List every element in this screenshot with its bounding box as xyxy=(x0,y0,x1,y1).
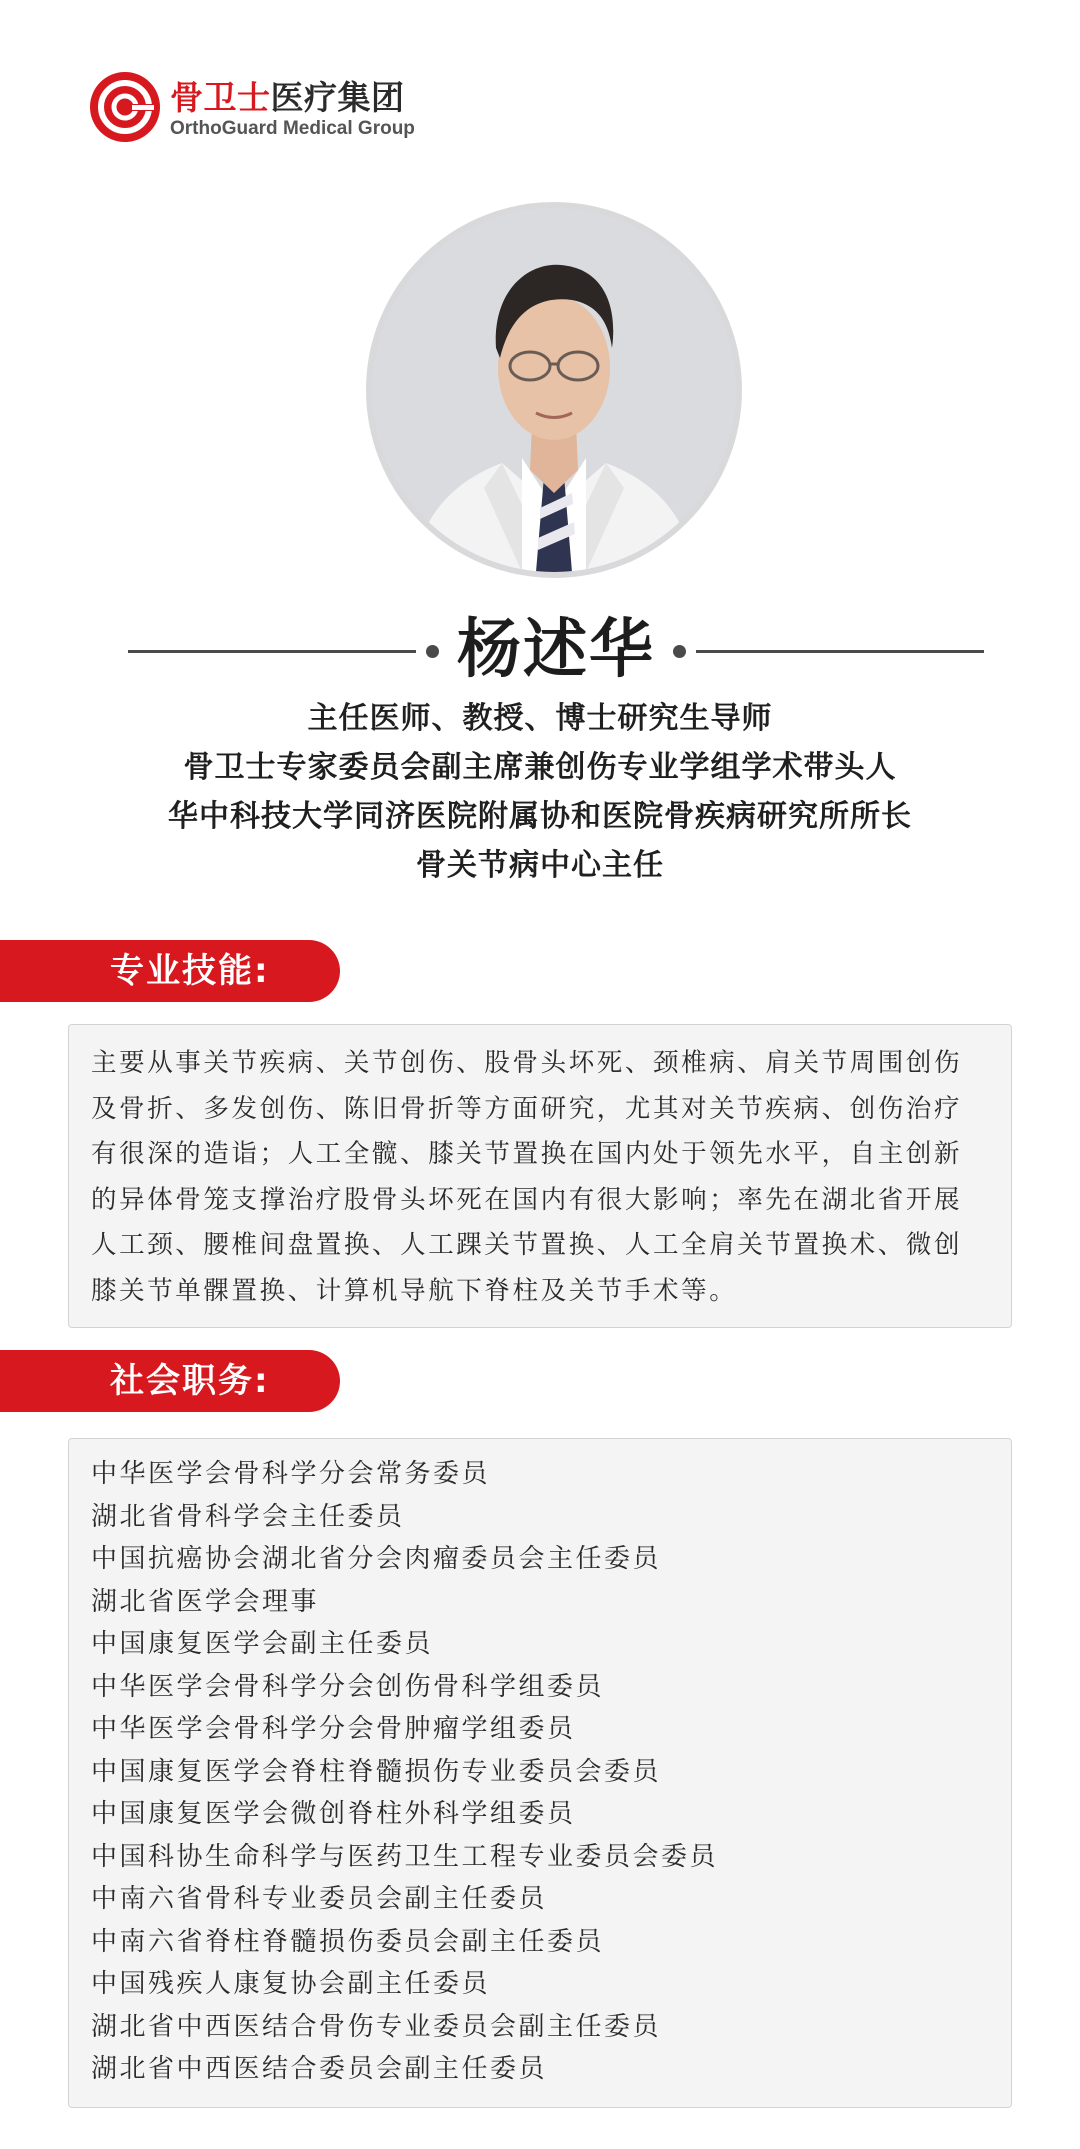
doctor-title-line: 骨关节病中心主任 xyxy=(416,848,664,883)
list-item: 中南六省骨科专业委员会副主任委员 xyxy=(91,1884,548,1914)
list-item: 中华医学会骨科学分会创伤骨科学组委员 xyxy=(91,1671,605,1702)
list-item: 中南六省脊柱脊髓损伤委员会副主任委员 xyxy=(91,1926,605,1957)
section-heading-duties: 社会职务: xyxy=(110,1361,270,1401)
list-item: 中国残疾人康复协会副主任委员 xyxy=(91,1969,491,1999)
list-item: 湖北省医学会理事 xyxy=(91,1586,320,1617)
doctor-name: 杨述华 xyxy=(457,613,655,687)
list-item: 中国抗癌协会湖北省分会肉瘤委员会主任委员 xyxy=(91,1544,662,1574)
skills-panel xyxy=(68,1024,1012,1328)
doctor-title-line: 骨卫士专家委员会副主席兼创伤专业学组学术带头人 xyxy=(183,750,897,785)
doctor-titles xyxy=(60,694,1020,890)
list-item: 湖北省中西医结合骨伤专业委员会副主任委员 xyxy=(91,2011,662,2042)
orthoguard-logo-icon xyxy=(88,70,162,144)
duties-panel xyxy=(68,1438,1012,2108)
brand-name-en: OrthoGuard Medical Group xyxy=(170,118,415,139)
list-item: 湖北省中西医结合委员会副主任委员 xyxy=(91,2054,548,2084)
list-item: 中国康复医学会副主任委员 xyxy=(91,1629,434,1659)
brand-logo xyxy=(88,68,468,148)
skills-text: 主要从事关节疾病、关节创伤、股骨头坏死、颈椎病、肩关节周围创伤及骨折、多发创伤、陈旧骨折等方面研究，尤其对关节疾病、创伤治疗有很深的造诣；人工全髋、膝关节置换在国内处于领先水平，自主创新的异体骨笼支撑治疗股骨头坏死在国内有很大影响；率先在湖北省开展人工颈、腰椎间盘置换、人工踝关节置换、人工全肩关节置换术、微创膝关节单髁置换、计算机导航下脊柱及关节手术等。 xyxy=(91,1048,963,1306)
brand-name-cn: 骨卫士医疗集团 xyxy=(170,78,405,117)
doctor-title-line: 华中科技大学同济医院附属协和医院骨疾病研究所所长 xyxy=(168,799,912,834)
section-tab-skills xyxy=(0,940,340,1002)
list-item: 中华医学会骨科学分会常务委员 xyxy=(91,1459,491,1489)
list-item: 中华医学会骨科学分会骨肿瘤学组委员 xyxy=(91,1714,576,1744)
list-item: 湖北省骨科学会主任委员 xyxy=(91,1501,405,1532)
divider-right xyxy=(696,650,984,653)
list-item: 中国科协生命科学与医药卫生工程专业委员会委员 xyxy=(91,1841,719,1872)
doctor-title-line: 主任医师、教授、博士研究生导师 xyxy=(307,701,773,736)
duties-list xyxy=(91,1453,989,2091)
doctor-portrait xyxy=(366,202,742,578)
section-tab-duties xyxy=(0,1350,340,1412)
divider-dot-right xyxy=(673,645,686,658)
section-heading-skills: 专业技能: xyxy=(110,951,270,991)
doctor-portrait-image xyxy=(372,208,736,572)
doctor-name-heading xyxy=(128,610,984,690)
list-item: 中国康复医学会脊柱脊髓损伤专业委员会委员 xyxy=(91,1756,662,1787)
list-item: 中国康复医学会微创脊柱外科学组委员 xyxy=(91,1799,576,1829)
